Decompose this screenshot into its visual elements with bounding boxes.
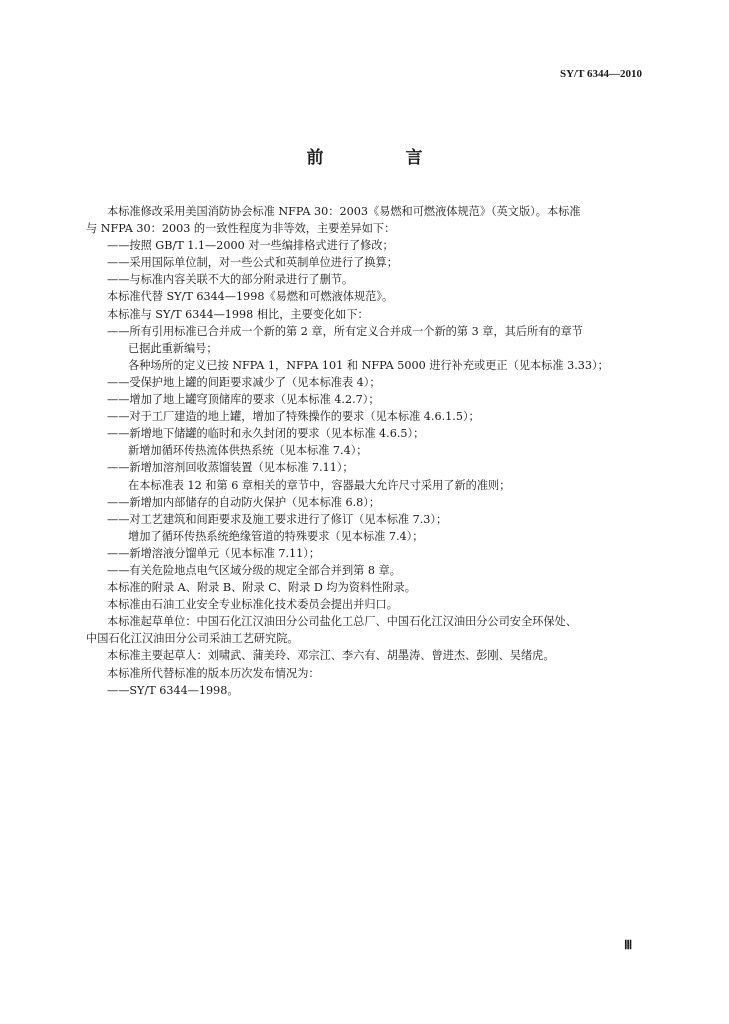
page-title: 前 言 (306, 148, 461, 168)
text-line: ——增加了地上罐穹顶储库的要求（见本标准 4.2.7）； (107, 393, 380, 407)
text-line: 各种场所的定义已按 NFPA 1，NFPA 101 和 NFPA 5000 进行补充或更正（见本标准 3.33）； (128, 358, 609, 372)
text-line: ——SY/T 6344—1998。 (107, 683, 239, 697)
text-line: 已据此重新编号； (128, 341, 218, 355)
text-line: ——新增加内部储存的自动防火保护（见本标准 6.8）； (107, 495, 381, 509)
text-line: 本标准的附录 A、附录 B、附录 C、附录 D 均为资料性附录。 (107, 581, 416, 595)
text-line: ——对于工厂建造的地上罐，增加了特殊操作的要求（见本标准 4.6.1.5）； (107, 410, 480, 424)
text-line: 本标准所代替标准的版本历次发布情况为： (107, 666, 320, 680)
text-line: ——采用国际单位制，对一些公式和英制单位进行了换算； (107, 256, 398, 270)
page-number: Ⅲ (624, 938, 633, 952)
document-code: SY/T 6344—2010 (559, 68, 642, 80)
text-line: 在本标准表 12 和第 6 章相关的章节中，容器最大允许尺寸采用了新的准则； (128, 478, 511, 492)
text-line: ——按照 GB/T 1.1—2000 对一些编排格式进行了修改； (107, 239, 394, 253)
text-line: 中国石化江汉油田分公司采油工艺研究院。 (86, 632, 299, 646)
text-line: 新增加循环传热流体供热系统（见本标准 7.4）； (128, 444, 368, 458)
text-line: ——与标准内容关联不大的部分附录进行了删节。 (107, 273, 354, 287)
text-line: ——所有引用标准已合并成一个新的第 2 章，所有定义合并成一个新的第 3 章，其后所有的章节 (107, 324, 583, 338)
text-line: 本标准由石油工业安全专业标准化技术委员会提出并归口。 (107, 598, 398, 612)
text-line: ——有关危险地点电气区域分级的规定全部合并到第 8 章。 (107, 563, 401, 577)
text-line: 增加了循环传热系统绝缘管道的特殊要求（见本标准 7.4）； (128, 529, 424, 543)
text-line: 本标准修改采用美国消防协会标准 NFPA 30：2003《易燃和可燃液体规范》（英文版）。本标准 (107, 205, 581, 218)
text-line: 与 NFPA 30：2003 的一致性程度为非等效，主要差异如下： (86, 222, 396, 236)
text-line: ——对工艺建筑和间距要求及施工要求进行了修订（见本标准 7.3）； (107, 512, 448, 526)
text-line: ——新增加溶剂回收蒸馏装置（见本标准 7.11）； (107, 461, 354, 475)
text-line: 本标准起草单位：中国石化江汉油田分公司盐化工总厂、中国石化江汉油田分公司安全环保处、 (107, 615, 577, 629)
text-line: 本标准与 SY/T 6344—1998 相比，主要变化如下： (107, 307, 369, 321)
text-line: 本标准主要起草人：刘啸武、蒲美玲、邓宗江、李六有、胡墨涛、曾进杰、彭刚、吴绪虎。 (107, 649, 555, 663)
text-line: ——受保护地上罐的间距要求减少了（见本标准表 4）； (107, 375, 381, 389)
text-line: 本标准代替 SY/T 6344—1998《易燃和可燃液体规范》。 (107, 290, 394, 304)
text-line: ——新增地下储罐的临时和永久封闭的要求（见本标准 4.6.5）； (107, 427, 425, 441)
text-line: ——新增溶液分馏单元（见本标准 7.11）； (107, 546, 321, 560)
preface-body (86, 203, 646, 699)
